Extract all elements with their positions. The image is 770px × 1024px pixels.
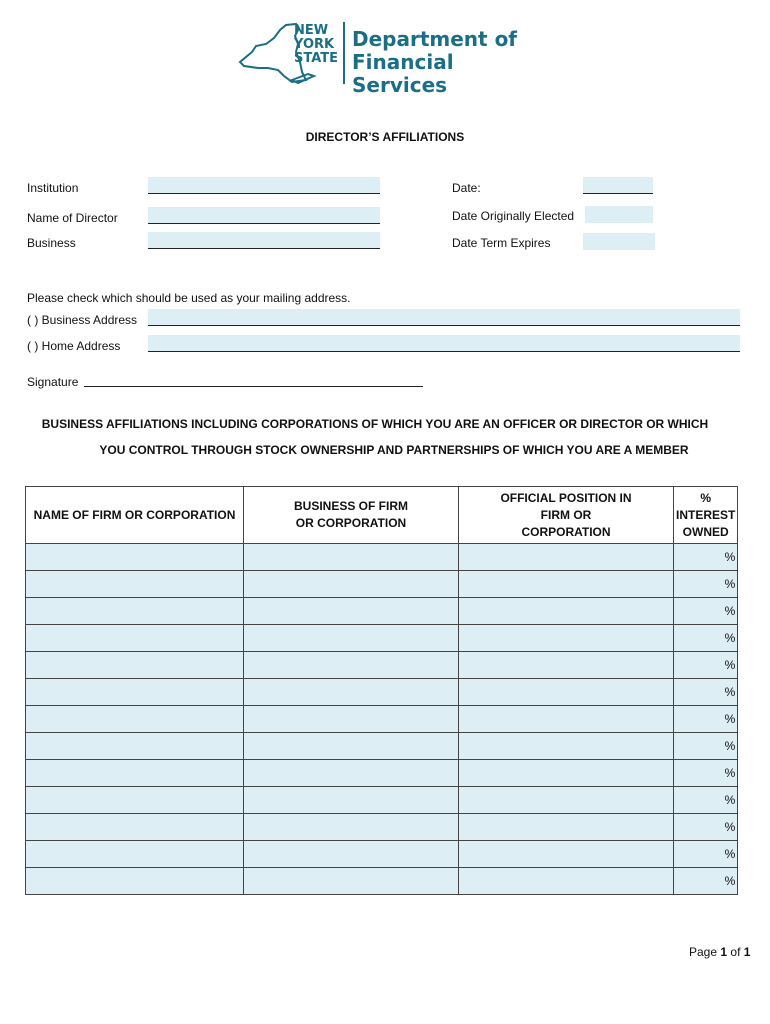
position-cell[interactable] — [459, 598, 674, 625]
col-header-interest: % INTEREST OWNED — [674, 487, 738, 544]
business-cell[interactable] — [244, 544, 459, 571]
table-row — [26, 544, 738, 571]
name-cell[interactable] — [26, 760, 244, 787]
page-total: 1 — [743, 945, 751, 959]
position-cell[interactable] — [459, 679, 674, 706]
business-cell[interactable] — [244, 652, 459, 679]
institution-field[interactable] — [148, 177, 380, 194]
home-address-option[interactable]: ( ) Home Address — [27, 339, 121, 353]
col-header-position: OFFICIAL POSITION IN FIRM OR CORPORATION — [459, 487, 674, 544]
department-name — [352, 28, 538, 97]
percent-cell[interactable]: % — [674, 571, 738, 598]
name-cell[interactable] — [26, 706, 244, 733]
name-cell[interactable] — [26, 571, 244, 598]
percent-cell[interactable]: % — [674, 733, 738, 760]
page-number — [689, 945, 750, 959]
home-address-field[interactable] — [148, 335, 740, 352]
affiliations-heading-line-1: BUSINESS AFFILIATIONS INCLUDING CORPORATIONS OF WHICH YOU ARE AN OFFICER OR DIRECTOR OR WHICH — [41, 417, 709, 431]
logo-divider — [343, 22, 345, 84]
nys-logo — [238, 22, 538, 97]
date-elected-label: Date Originally Elected — [452, 209, 575, 223]
logo-line-new: NEW — [294, 23, 329, 38]
business-cell[interactable] — [244, 814, 459, 841]
business-cell[interactable] — [244, 787, 459, 814]
percent-cell[interactable]: % — [674, 868, 738, 895]
business-address-option[interactable]: ( ) Business Address — [27, 313, 138, 327]
name-cell[interactable] — [26, 814, 244, 841]
percent-cell[interactable]: % — [674, 787, 738, 814]
affiliations-heading-line-2: YOU CONTROL THROUGH STOCK OWNERSHIP AND PARTNERSHIPS OF WHICH YOU ARE A MEMBER — [99, 443, 689, 457]
business-cell[interactable] — [244, 868, 459, 895]
name-cell[interactable] — [26, 733, 244, 760]
table-row — [26, 706, 738, 733]
percent-cell[interactable]: % — [674, 598, 738, 625]
business-cell[interactable] — [244, 679, 459, 706]
table-row — [26, 868, 738, 895]
name-cell[interactable] — [26, 598, 244, 625]
position-cell[interactable] — [459, 706, 674, 733]
table-row — [26, 625, 738, 652]
date-label: Date: — [452, 181, 481, 195]
percent-cell[interactable]: % — [674, 841, 738, 868]
business-label: Business — [27, 236, 76, 250]
position-cell[interactable] — [459, 760, 674, 787]
percent-cell[interactable]: % — [674, 652, 738, 679]
position-cell[interactable] — [459, 652, 674, 679]
business-cell[interactable] — [244, 760, 459, 787]
table-row — [26, 598, 738, 625]
department-line-2: Financial Services — [352, 50, 454, 97]
percent-cell[interactable]: % — [674, 625, 738, 652]
table-row — [26, 760, 738, 787]
signature-line[interactable] — [84, 386, 423, 387]
table-row — [26, 814, 738, 841]
name-cell[interactable] — [26, 679, 244, 706]
form-title: DIRECTOR’S AFFILIATIONS — [305, 130, 465, 144]
table-row — [26, 787, 738, 814]
table-row — [26, 733, 738, 760]
business-cell[interactable] — [244, 841, 459, 868]
business-cell[interactable] — [244, 706, 459, 733]
position-cell[interactable] — [459, 868, 674, 895]
percent-cell[interactable]: % — [674, 814, 738, 841]
business-cell[interactable] — [244, 598, 459, 625]
page-of: of — [730, 945, 741, 959]
business-field[interactable] — [148, 232, 380, 249]
col-header-business: BUSINESS OF FIRM OR CORPORATION — [244, 487, 459, 544]
logo-line-state: STATE — [294, 51, 339, 66]
percent-cell[interactable]: % — [674, 706, 738, 733]
department-line-1: Department of — [352, 27, 518, 51]
table-row — [26, 679, 738, 706]
business-address-field[interactable] — [148, 309, 740, 326]
table-row — [26, 571, 738, 598]
institution-label: Institution — [27, 181, 79, 195]
logo-line-york: YORK — [294, 37, 335, 52]
signature-label: Signature — [27, 375, 79, 389]
date-term-expires-label: Date Term Expires — [452, 236, 551, 250]
name-cell[interactable] — [26, 652, 244, 679]
mailing-prompt: Please check which should be used as your mailing address. — [27, 291, 351, 305]
affiliations-table — [25, 486, 738, 895]
percent-cell[interactable]: % — [674, 760, 738, 787]
position-cell[interactable] — [459, 544, 674, 571]
table-row — [26, 841, 738, 868]
date-term-expires-field[interactable] — [583, 233, 655, 250]
page-current: 1 — [720, 945, 728, 959]
business-cell[interactable] — [244, 733, 459, 760]
business-cell[interactable] — [244, 625, 459, 652]
col-header-name: NAME OF FIRM OR CORPORATION — [26, 487, 244, 544]
name-cell[interactable] — [26, 544, 244, 571]
position-cell[interactable] — [459, 814, 674, 841]
percent-cell[interactable]: % — [674, 544, 738, 571]
position-cell[interactable] — [459, 787, 674, 814]
affiliations-table-body — [26, 544, 738, 895]
position-cell[interactable] — [459, 625, 674, 652]
date-field[interactable] — [583, 177, 653, 194]
name-cell[interactable] — [26, 787, 244, 814]
name-cell[interactable] — [26, 868, 244, 895]
position-cell[interactable] — [459, 571, 674, 598]
position-cell[interactable] — [459, 841, 674, 868]
director-name-field[interactable] — [148, 207, 380, 224]
page-prefix: Page — [689, 945, 718, 959]
percent-cell[interactable]: % — [674, 679, 738, 706]
table-header-row — [26, 487, 738, 544]
name-cell[interactable] — [26, 841, 244, 868]
business-cell[interactable] — [244, 571, 459, 598]
director-name-label: Name of Director — [27, 211, 118, 225]
logo-state-text — [294, 24, 338, 66]
date-elected-field[interactable] — [585, 206, 653, 223]
name-cell[interactable] — [26, 625, 244, 652]
position-cell[interactable] — [459, 733, 674, 760]
table-row — [26, 652, 738, 679]
